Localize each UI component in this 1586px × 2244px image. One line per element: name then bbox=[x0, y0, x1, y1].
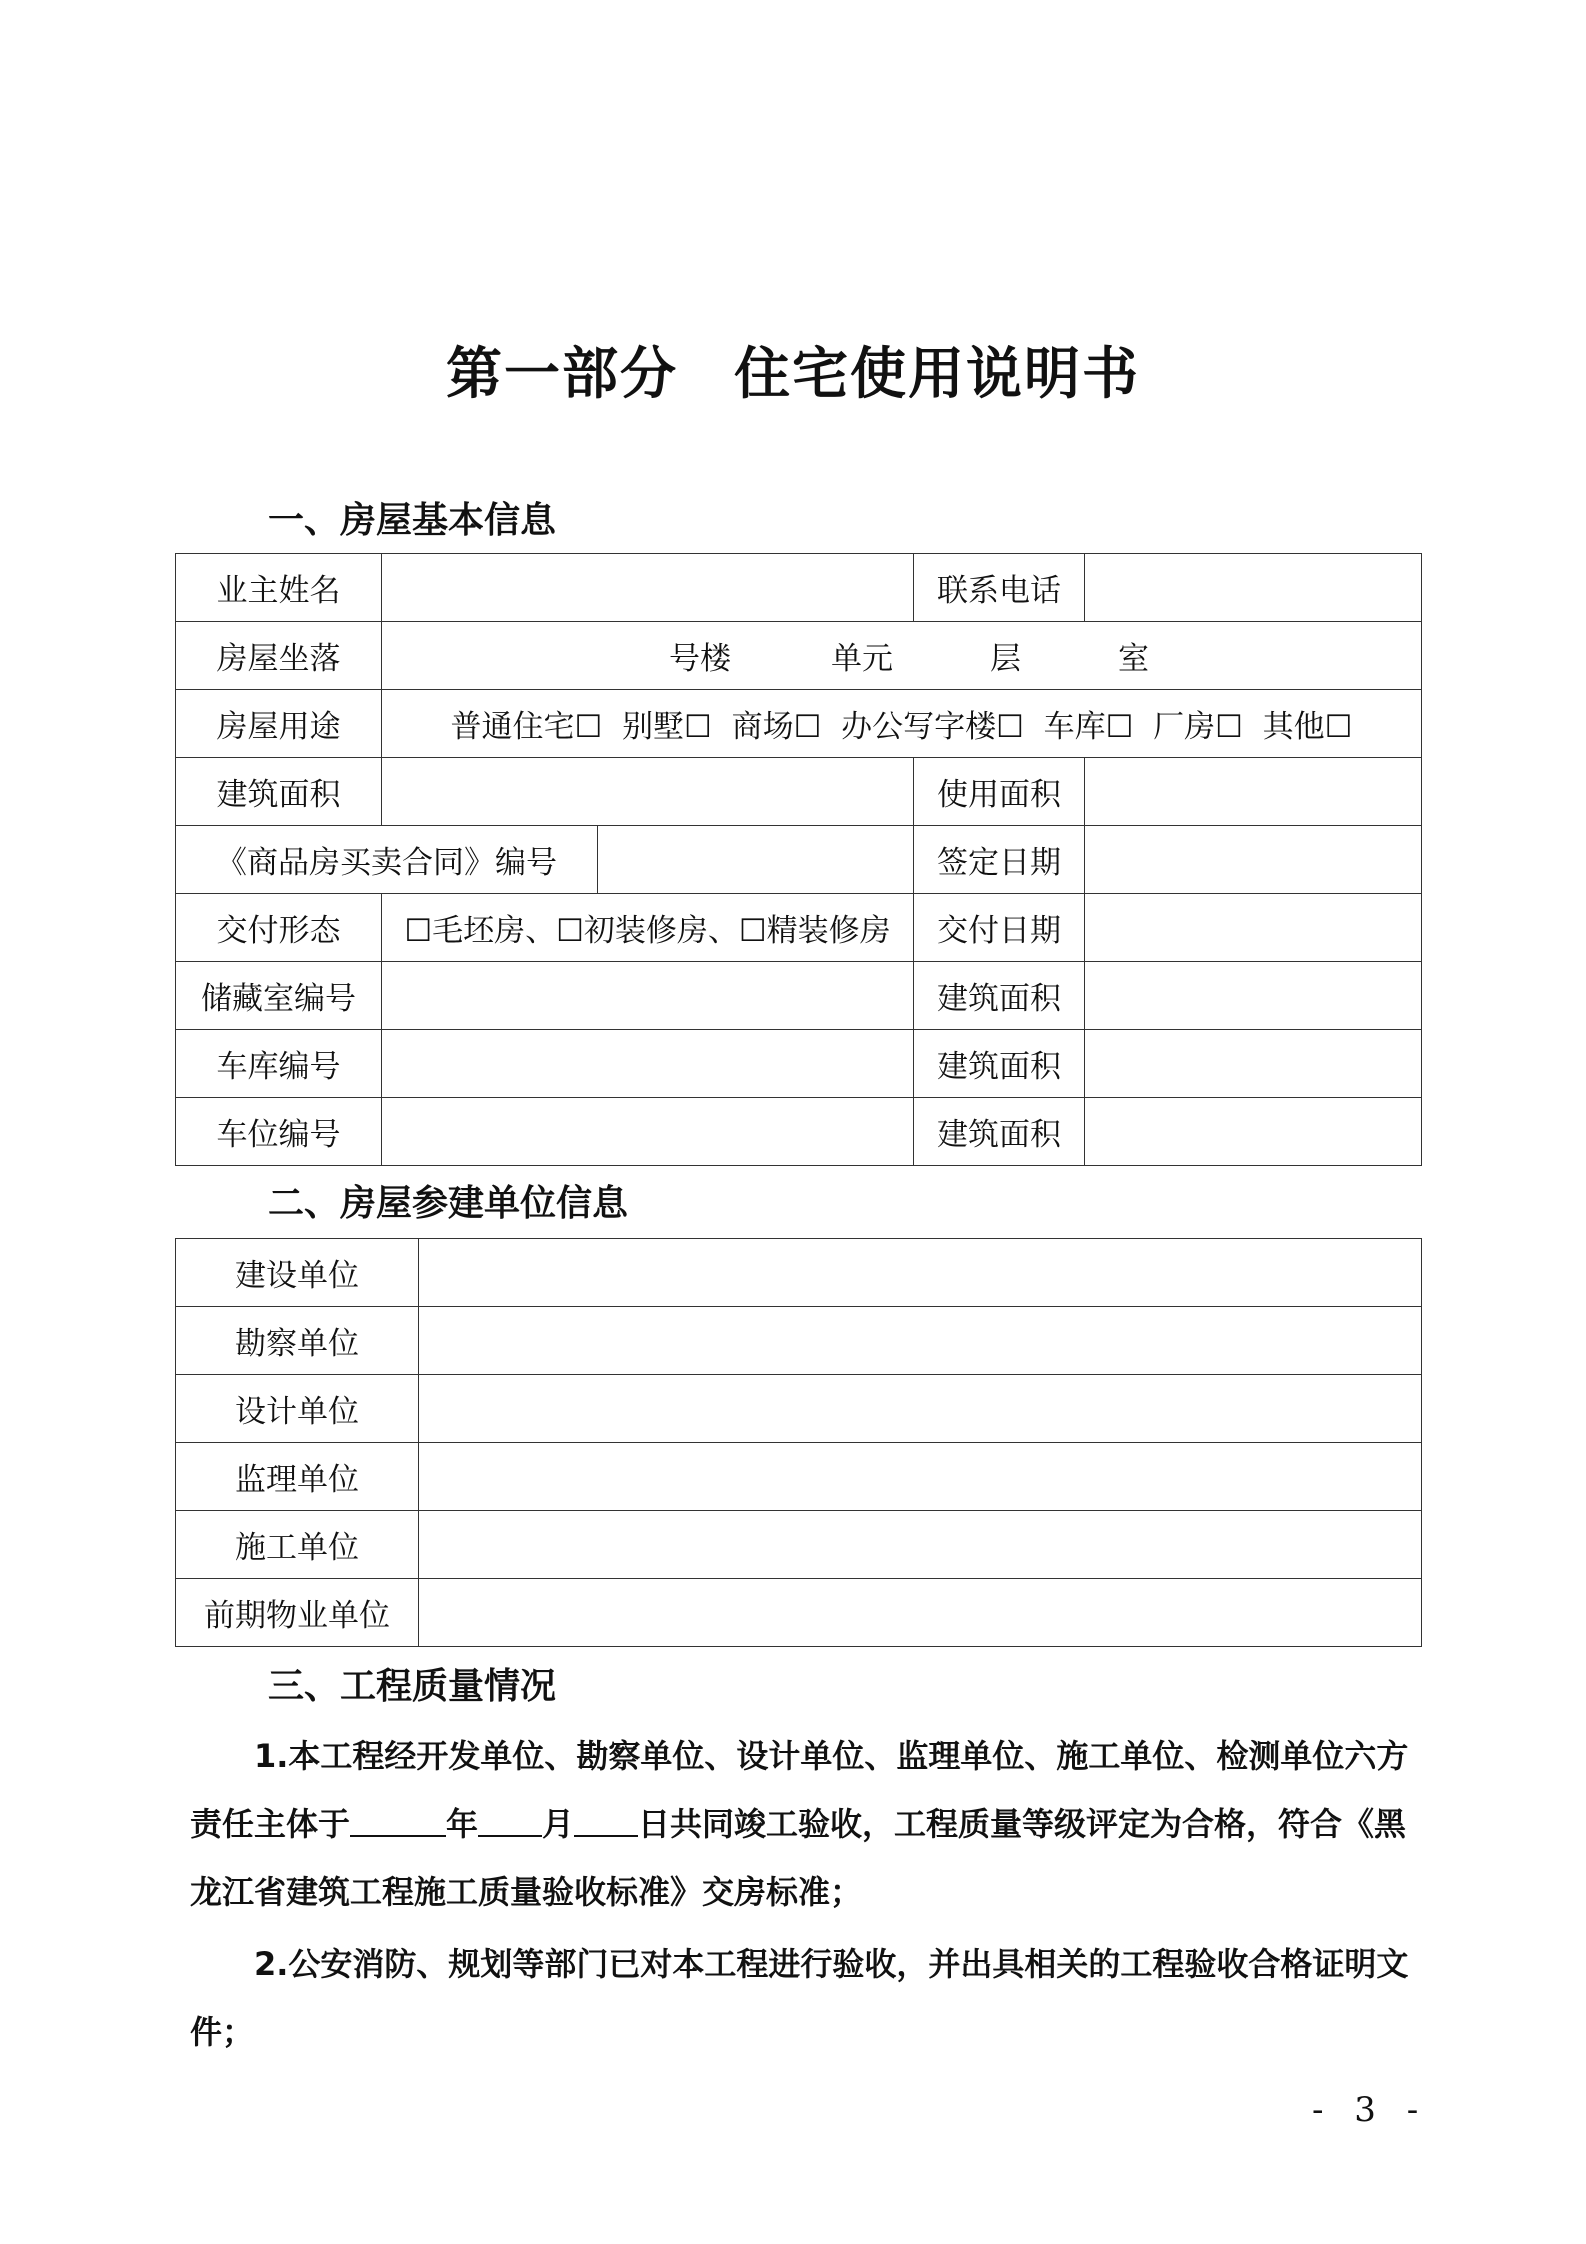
contract-no-label: 《商品房买卖合同》编号 bbox=[176, 826, 598, 894]
owner-name-field[interactable] bbox=[382, 554, 914, 622]
contact-phone-field[interactable] bbox=[1085, 554, 1422, 622]
participants-table bbox=[175, 1238, 1422, 1647]
contractor-unit-label: 施工单位 bbox=[176, 1511, 419, 1579]
survey-unit-label: 勘察单位 bbox=[176, 1307, 419, 1375]
storage-area-field[interactable] bbox=[1085, 962, 1422, 1030]
p1-line-b-start: 责任主体于 bbox=[190, 1805, 351, 1843]
location-field[interactable] bbox=[382, 622, 1422, 690]
p1-line-a: 1.本工程经开发单位、勘察单位、设计单位、监理单位、施工单位、检测单位六方 bbox=[254, 1737, 1409, 1775]
title-part-left: 第一部分 bbox=[446, 342, 678, 407]
owner-name-label: 业主姓名 bbox=[176, 554, 382, 622]
day-blank[interactable] bbox=[574, 1805, 638, 1837]
garage-area-label: 建筑面积 bbox=[914, 1030, 1085, 1098]
usable-area-label: 使用面积 bbox=[914, 758, 1085, 826]
usage-label: 房屋用途 bbox=[176, 690, 382, 758]
table-row bbox=[176, 554, 1422, 622]
p1-month-label: 月 bbox=[542, 1805, 575, 1843]
location-label: 房屋坐落 bbox=[176, 622, 382, 690]
storage-no-label: 储藏室编号 bbox=[176, 962, 382, 1030]
storage-area-label: 建筑面积 bbox=[914, 962, 1085, 1030]
property-mgmt-unit-label: 前期物业单位 bbox=[176, 1579, 419, 1647]
location-floor: 层 bbox=[990, 641, 1021, 677]
garage-no-field[interactable] bbox=[382, 1030, 914, 1098]
floor-area-field[interactable] bbox=[382, 758, 914, 826]
location-room: 室 bbox=[1118, 641, 1149, 677]
delivery-form-label: 交付形态 bbox=[176, 894, 382, 962]
design-unit-field[interactable] bbox=[419, 1375, 1422, 1443]
table-row bbox=[176, 1579, 1422, 1647]
section2-heading: 二、房屋参建单位信息 bbox=[268, 1183, 629, 1224]
garage-no-label: 车库编号 bbox=[176, 1030, 382, 1098]
table-row bbox=[176, 1375, 1422, 1443]
usage-option-mall[interactable]: 商场☐ bbox=[731, 709, 822, 745]
table-row bbox=[176, 1030, 1422, 1098]
p1-year-label: 年 bbox=[446, 1805, 479, 1843]
garage-area-field[interactable] bbox=[1085, 1030, 1422, 1098]
delivery-date-label: 交付日期 bbox=[914, 894, 1085, 962]
floor-area-label: 建筑面积 bbox=[176, 758, 382, 826]
usage-option-residence[interactable]: 普通住宅☐ bbox=[450, 709, 603, 745]
page-number: - 3 - bbox=[1312, 2090, 1429, 2130]
table-row bbox=[176, 962, 1422, 1030]
location-unit: 单元 bbox=[831, 641, 893, 677]
delivery-form-options[interactable]: ☐毛坯房、☐初装修房、☐精装修房 bbox=[382, 894, 914, 962]
sign-date-field[interactable] bbox=[1085, 826, 1422, 894]
parking-area-label: 建筑面积 bbox=[914, 1098, 1085, 1166]
supervision-unit-label: 监理单位 bbox=[176, 1443, 419, 1511]
construction-unit-field[interactable] bbox=[419, 1239, 1422, 1307]
quality-paragraph-2 bbox=[190, 1930, 1408, 2066]
location-building: 号楼 bbox=[669, 641, 731, 677]
supervision-unit-field[interactable] bbox=[419, 1443, 1422, 1511]
property-mgmt-unit-field[interactable] bbox=[419, 1579, 1422, 1647]
table-row bbox=[176, 758, 1422, 826]
usage-option-garage[interactable]: 车库☐ bbox=[1043, 709, 1134, 745]
contact-phone-label: 联系电话 bbox=[914, 554, 1085, 622]
p2-line-a: 2.公安消防、规划等部门已对本工程进行验收，并出具相关的工程验收合格证明文 bbox=[254, 1945, 1409, 1983]
title-part-right: 住宅使用说明书 bbox=[734, 342, 1140, 407]
p1-line-b-end: 日共同竣工验收，工程质量等级评定为合格，符合《黑 bbox=[638, 1805, 1407, 1843]
sign-date-label: 签定日期 bbox=[914, 826, 1085, 894]
parking-area-field[interactable] bbox=[1085, 1098, 1422, 1166]
survey-unit-field[interactable] bbox=[419, 1307, 1422, 1375]
p2-line-b: 件； bbox=[190, 2013, 255, 2051]
basic-info-table bbox=[175, 553, 1422, 1166]
design-unit-label: 设计单位 bbox=[176, 1375, 419, 1443]
table-row bbox=[176, 826, 1422, 894]
usage-option-other[interactable]: 其他☐ bbox=[1262, 709, 1353, 745]
usage-options[interactable] bbox=[382, 690, 1422, 758]
usage-option-factory[interactable]: 厂房☐ bbox=[1153, 709, 1243, 745]
table-row bbox=[176, 690, 1422, 758]
table-row bbox=[176, 894, 1422, 962]
usage-option-office[interactable]: 办公写字楼☐ bbox=[841, 709, 1024, 745]
parking-no-label: 车位编号 bbox=[176, 1098, 382, 1166]
section3-heading: 三、工程质量情况 bbox=[268, 1666, 557, 1707]
table-row bbox=[176, 1098, 1422, 1166]
month-blank[interactable] bbox=[478, 1805, 542, 1837]
year-blank[interactable] bbox=[350, 1805, 446, 1837]
table-row bbox=[176, 622, 1422, 690]
table-row bbox=[176, 1511, 1422, 1579]
contract-no-field[interactable] bbox=[598, 826, 914, 894]
parking-no-field[interactable] bbox=[382, 1098, 914, 1166]
delivery-date-field[interactable] bbox=[1085, 894, 1422, 962]
p1-line-c: 龙江省建筑工程施工质量验收标准》交房标准； bbox=[190, 1873, 863, 1911]
table-row bbox=[176, 1443, 1422, 1511]
quality-paragraph-1 bbox=[190, 1722, 1408, 1926]
contractor-unit-field[interactable] bbox=[419, 1511, 1422, 1579]
page-title bbox=[0, 330, 1586, 410]
usage-option-villa[interactable]: 别墅☐ bbox=[622, 709, 712, 745]
table-row bbox=[176, 1239, 1422, 1307]
storage-no-field[interactable] bbox=[382, 962, 914, 1030]
construction-unit-label: 建设单位 bbox=[176, 1239, 419, 1307]
table-row bbox=[176, 1307, 1422, 1375]
section1-heading: 一、房屋基本信息 bbox=[268, 500, 557, 541]
usable-area-field[interactable] bbox=[1085, 758, 1422, 826]
